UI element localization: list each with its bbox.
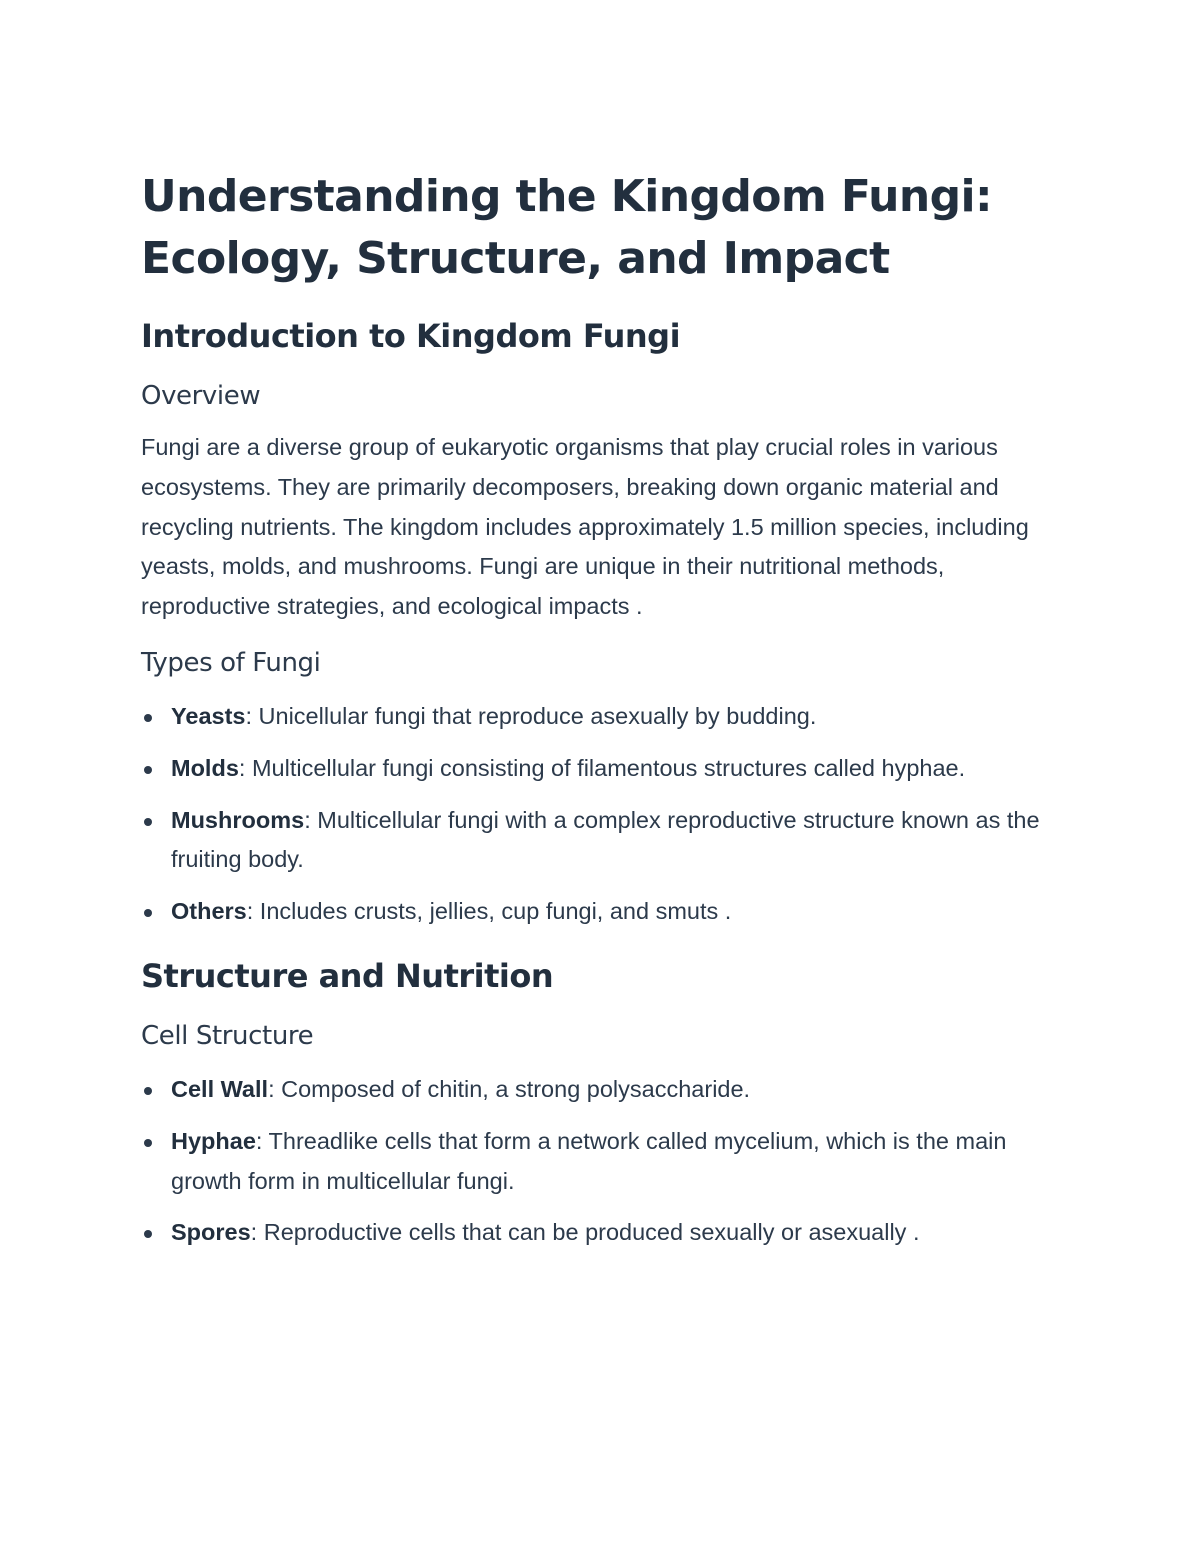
section-heading-structure-nutrition: Structure and Nutrition	[141, 956, 554, 995]
list-item-text: : Multicellular fungi consisting of filamentous structures called hyphae.	[238, 754, 966, 781]
list-item-term: Yeasts	[171, 702, 246, 729]
subheading-cell-structure: Cell Structure	[141, 1020, 314, 1051]
list-item	[141, 697, 1061, 737]
list-item-text: : Includes crusts, jellies, cup fungi, and smuts .	[246, 898, 732, 925]
list-item-term: Spores	[171, 1219, 251, 1246]
list-item	[141, 801, 1061, 881]
list-item	[141, 1122, 1061, 1202]
list-item-text: : Reproductive cells that can be produced sexually or asexually .	[250, 1219, 920, 1246]
list-item-text: : Unicellular fungi that reproduce asexually by budding.	[245, 702, 817, 729]
list-item-term: Mushrooms	[171, 806, 305, 833]
bullet-icon	[144, 766, 152, 774]
section-heading-introduction: Introduction to Kingdom Fungi	[141, 317, 681, 355]
list-item	[141, 1070, 1061, 1110]
document-title: Understanding the Kingdom Fungi: Ecology, Structure, and Impact	[141, 171, 992, 284]
list-item-text: : Threadlike cells that form a network called mycelium, which is the main growth form in multicellular fungi.	[171, 1127, 1007, 1194]
bullet-icon	[144, 1087, 152, 1095]
list-item-term: Cell Wall	[171, 1075, 269, 1102]
document-page	[141, 166, 1061, 1253]
subheading-types-of-fungi: Types of Fungi	[141, 647, 321, 678]
bullet-icon	[144, 909, 152, 917]
list-item	[141, 749, 1061, 789]
overview-paragraph: Fungi are a diverse group of eukaryotic organisms that play crucial roles in various ecosystems. They are primarily decomposers, breaking down organic material and recycling nutrients. The kingdom includes approximately 1.5 million species, including yeasts, molds, and mushrooms. Fungi are unique in their nutritional methods, reproductive strategies, and ecological impacts .	[141, 434, 1029, 620]
list-item	[141, 1213, 1061, 1253]
list-item-term: Molds	[171, 754, 239, 781]
bullet-icon	[144, 818, 152, 826]
bullet-icon	[144, 1230, 152, 1238]
bullet-icon	[144, 1139, 152, 1147]
cell-structure-list	[141, 1070, 1061, 1253]
list-item-text: : Multicellular fungi with a complex reproductive structure known as the fruiting body.	[171, 806, 1040, 873]
list-item-term: Hyphae	[171, 1127, 256, 1154]
bullet-icon	[144, 714, 152, 722]
list-item-text: : Composed of chitin, a strong polysaccharide.	[268, 1075, 751, 1102]
list-item-term: Others	[171, 898, 247, 925]
types-of-fungi-list	[141, 697, 1061, 932]
list-item	[141, 892, 1061, 932]
subheading-overview: Overview	[141, 381, 261, 411]
